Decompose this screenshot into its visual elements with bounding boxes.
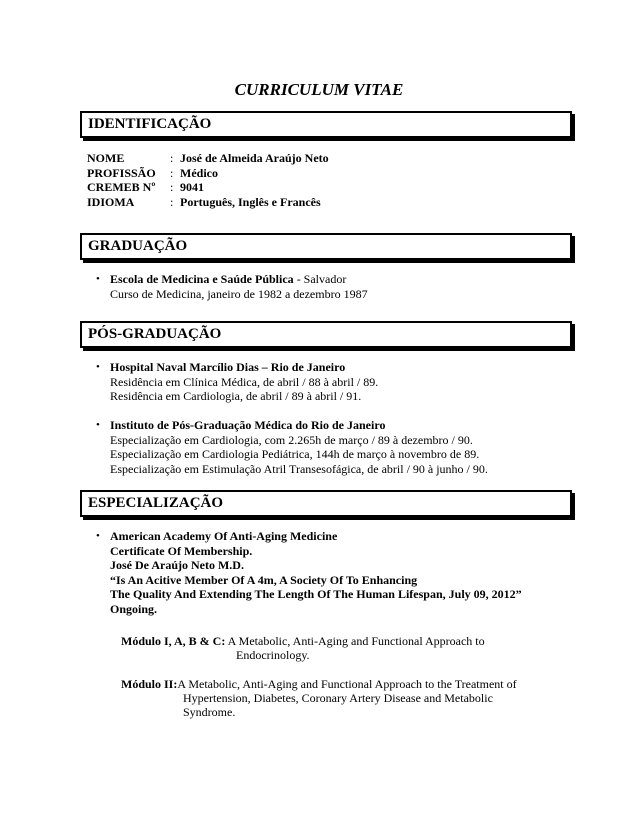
modulo-text: A Metabolic, Anti-Aging and Functional Approach to	[225, 634, 485, 648]
bullet-icon: •	[96, 273, 100, 285]
ident-row-nome	[87, 151, 329, 166]
page-title: CURRICULUM VITAE	[234, 80, 404, 99]
list-item-line: Ongoing.	[110, 601, 158, 616]
ident-key: NOME	[87, 151, 125, 165]
ident-value: José de Almeida Araújo Neto	[180, 151, 329, 165]
especializacao-item	[96, 529, 580, 616]
bullet-icon: •	[96, 530, 100, 542]
ident-sep: :	[170, 194, 174, 209]
ident-value: Português, Inglês e Francês	[180, 194, 321, 209]
graduacao-item	[96, 272, 580, 301]
ident-value: 9041	[180, 180, 204, 194]
list-item-line: “Is An Acitive Member Of A 4m, A Society Of To Enhancing	[110, 572, 418, 587]
modulo-2-cont-1: Hypertension, Diabetes, Coronary Artery Disease and Metabolic	[183, 691, 493, 705]
ident-row-idioma	[87, 195, 329, 210]
list-item-line: Residência em Cardiologia, de abril / 89 à abril / 91.	[110, 389, 362, 403]
modulo-label: Módulo I, A, B & C:	[121, 634, 226, 648]
modulo-1	[121, 634, 485, 649]
bullet-icon: •	[96, 419, 100, 431]
modulo-2-cont-2: Syndrome.	[183, 705, 236, 719]
list-item-head: Instituto de Pós-Graduação Médica do Rio de Janeiro	[110, 418, 386, 432]
list-item-line: Especialização em Estimulação Atril Transesofágica, de abril / 90 à junho / 90.	[110, 461, 488, 476]
modulo-1-cont: Endocrinology.	[236, 648, 310, 662]
identificacao-list	[87, 151, 329, 209]
list-item-head	[110, 272, 580, 287]
ident-sep: :	[170, 151, 174, 165]
list-item-line: Especialização em Cardiologia Pediátrica, 144h de março à novembro de 89.	[110, 447, 480, 461]
list-item-line: American Academy Of Anti-Aging Medicine	[110, 529, 338, 543]
list-item-line: José De Araújo Neto M.D.	[110, 558, 244, 572]
list-item-head: Hospital Naval Marcílio Dias – Rio de Janeiro	[110, 360, 346, 374]
ident-row-cremeb	[87, 180, 329, 195]
section-graduacao: GRADUAÇÃO	[80, 233, 572, 260]
section-pos-graduacao: PÓS-GRADUAÇÃO	[80, 321, 572, 348]
section-identificacao: IDENTIFICAÇÃO	[80, 111, 572, 138]
pos-graduacao-item-2	[96, 418, 580, 476]
ident-sep: :	[170, 180, 174, 194]
list-item-line: Residência em Clínica Médica, de abril / 88 à abril / 89.	[110, 374, 379, 389]
school-city: - Salvador	[293, 272, 347, 286]
ident-key: IDIOMA	[87, 194, 135, 209]
list-item-line: Certificate Of Membership.	[110, 543, 253, 558]
list-item-line: The Quality And Extending The Length Of The Human Lifespan, July 09, 2012”	[110, 587, 522, 601]
modulo-text: A Metabolic, Anti-Aging and Functional Approach to the Treatment of	[177, 677, 517, 691]
pos-graduacao-item-1	[96, 360, 580, 404]
ident-key: PROFISSÃO	[87, 165, 156, 180]
school-name: Escola de Medicina e Saúde Pública	[110, 272, 294, 286]
modulo-2	[121, 677, 517, 692]
modulo-label: Módulo II:	[121, 677, 178, 691]
bullet-icon: •	[96, 361, 100, 373]
list-item-line: Especialização em Cardiologia, com 2.265h de março / 89 à dezembro / 90.	[110, 432, 473, 447]
ident-value: Médico	[180, 165, 218, 180]
ident-row-profissao	[87, 166, 329, 181]
ident-key: CREMEB Nº	[87, 180, 156, 194]
ident-sep: :	[170, 165, 174, 180]
list-item-line: Curso de Medicina, janeiro de 1982 a dezembro 1987	[110, 286, 368, 301]
section-especializacao: ESPECIALIZAÇÃO	[80, 490, 572, 517]
